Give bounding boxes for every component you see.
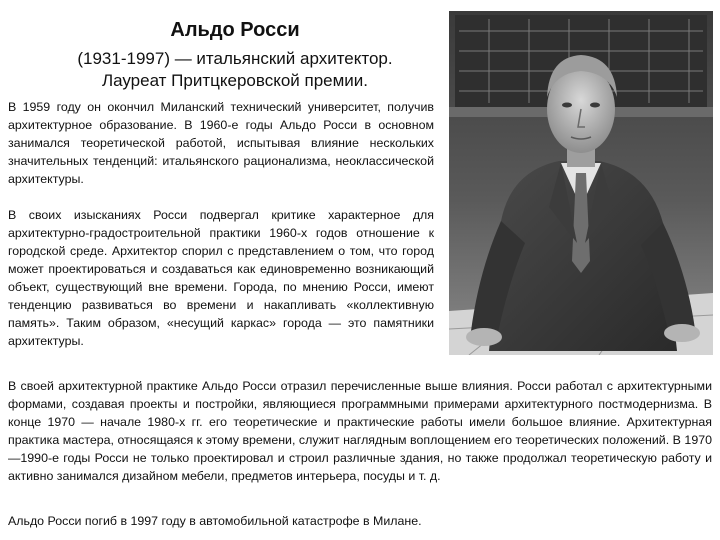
biography-paragraph-1: В 1959 году он окончил Миланский технический университет, получив архитектурное образование. В 1960-е годы Альдо Росси в основном занимался теоретической работой, испытывая влияние нескольких значительных тенденций: итальянского рационализма, неоклассической архитектуры.: [8, 100, 434, 186]
subtitle-line-2: Лауреат Притцкеровской премии.: [101, 71, 369, 90]
slide-header: [40, 14, 430, 92]
subtitle-line-1: (1931-1997) — итальянский архитектор.: [77, 49, 393, 68]
biography-paragraph-4: Альдо Росси погиб в 1997 году в автомобильной катастрофе в Милане.: [8, 514, 422, 528]
page-title: Альдо Росси: [170, 19, 300, 41]
biography-paragraph-3: В своей архитектурной практике Альдо Росси отразил перечисленные выше влияния. Росси работал с архитектурными формами, создавая проекты и постройки, являющиеся программными примерами архитектурного постмодернизма. В конце 1970 — начале 1980-х гг. его теоретические и практические работы имели большое влияние. Архитектурная практика мастера, относящаяся к этому времени, служит наглядным воплощением его теоретических положений. В 1970—1990-е годы Росси не только проектировал и строил различные здания, но также продолжал теоретическую работу и активно занимался дизайном мебели, предметов интерьера, посуды и т. д.: [8, 379, 712, 483]
biography-paragraph-2: В своих изысканиях Росси подвергал критике характерное для архитектурно-градостроительной практики 1960-х годов отношение к городской среде. Архитектор спорил с представлением о том, что город может проектироваться и создаваться как единовременно возникающий объект, существующий вне времени. Города, по мнению Росси, имеют тенденцию развиваться во времени и накапливать «коллективную память». Таким образом, «несущий каркас» города — это памятники архитектуры.: [8, 208, 434, 348]
portrait-photo: [449, 11, 713, 355]
